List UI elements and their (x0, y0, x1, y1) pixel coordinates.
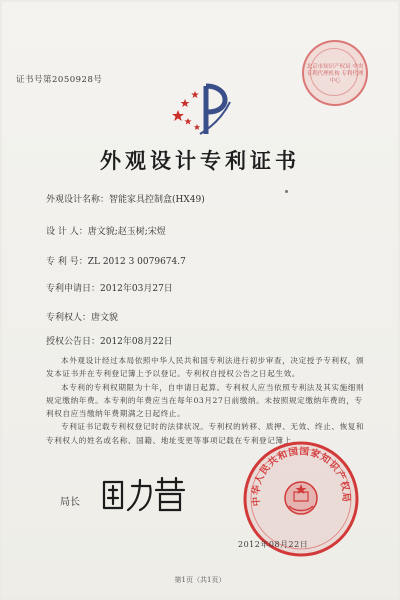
logo-star-4 (184, 118, 191, 125)
design-name-field: 外观设计名称：智能家具控制盒(HX49) (46, 195, 205, 205)
logo-star-5 (194, 124, 200, 130)
patent-number-label: 专 利 号： (46, 257, 88, 267)
director-label: 局长 (60, 497, 80, 508)
designer-field (46, 224, 166, 237)
certificate-paper (2, 2, 398, 598)
certificate-body (46, 354, 366, 447)
designer-value: 唐文貌;赵玉树;宋煜 (87, 227, 166, 237)
seal-text: 中华人民共和国国家知识产权局 (250, 446, 352, 507)
patent-number-value: ZL 2012 3 0079674.7 (87, 257, 186, 267)
decorative-dot (285, 190, 288, 193)
body-paragraph: 本外观设计经过本局依照中华人民共和国专利法进行初步审查，决定授予专利权，颁发本证书并在专利登记簿上予以登记。专利权自授权公告之日起生效。 (46, 356, 365, 379)
agency-stamp-text: 北京市知识产权局 中央专利代理机构 专利代理中心 (306, 64, 364, 84)
owner-field (46, 310, 118, 323)
owner-value: 唐文貌 (91, 313, 119, 323)
certificate-title: 外观设计专利证书 (100, 148, 300, 173)
seal-date: 2012年08月22日 (238, 540, 309, 549)
logo-star-1 (172, 110, 184, 121)
logo-star-3 (191, 91, 199, 98)
director-signature (100, 476, 190, 514)
grant-date-field: 授权公告日：2012年08月22日 (46, 337, 173, 347)
body-paragraph: 本专利的专利权期限为十年，自申请日起算。专利权人应当依照专利法及其实施细则规定缴纳年费。本专利的年费应当在每年03月27日前缴纳。未按照规定缴纳年费的，专利权自应当缴纳年费期满之日起终止。 (46, 382, 365, 419)
certificate-number: 证书号第2050928号 (16, 75, 103, 85)
owner-label: 专利权人： (46, 313, 92, 323)
logo-star-2 (181, 99, 190, 107)
body-paragraph: 专利证书记载专利权登记时的法律状况。专利权的转移、质押、无效、终止、恢复和专利权人的姓名或名称、国籍、地址变更等事项记载在专利登记簿上。 (46, 422, 365, 445)
filing-date-field: 专利申请日：2012年03月27日 (46, 284, 173, 294)
agency-stamp (302, 40, 368, 106)
patent-number-field (46, 254, 186, 267)
page-footer: 第1页（共1页） (174, 576, 226, 584)
designer-label: 设 计 人： (46, 227, 88, 237)
patent-office-logo (170, 72, 240, 142)
